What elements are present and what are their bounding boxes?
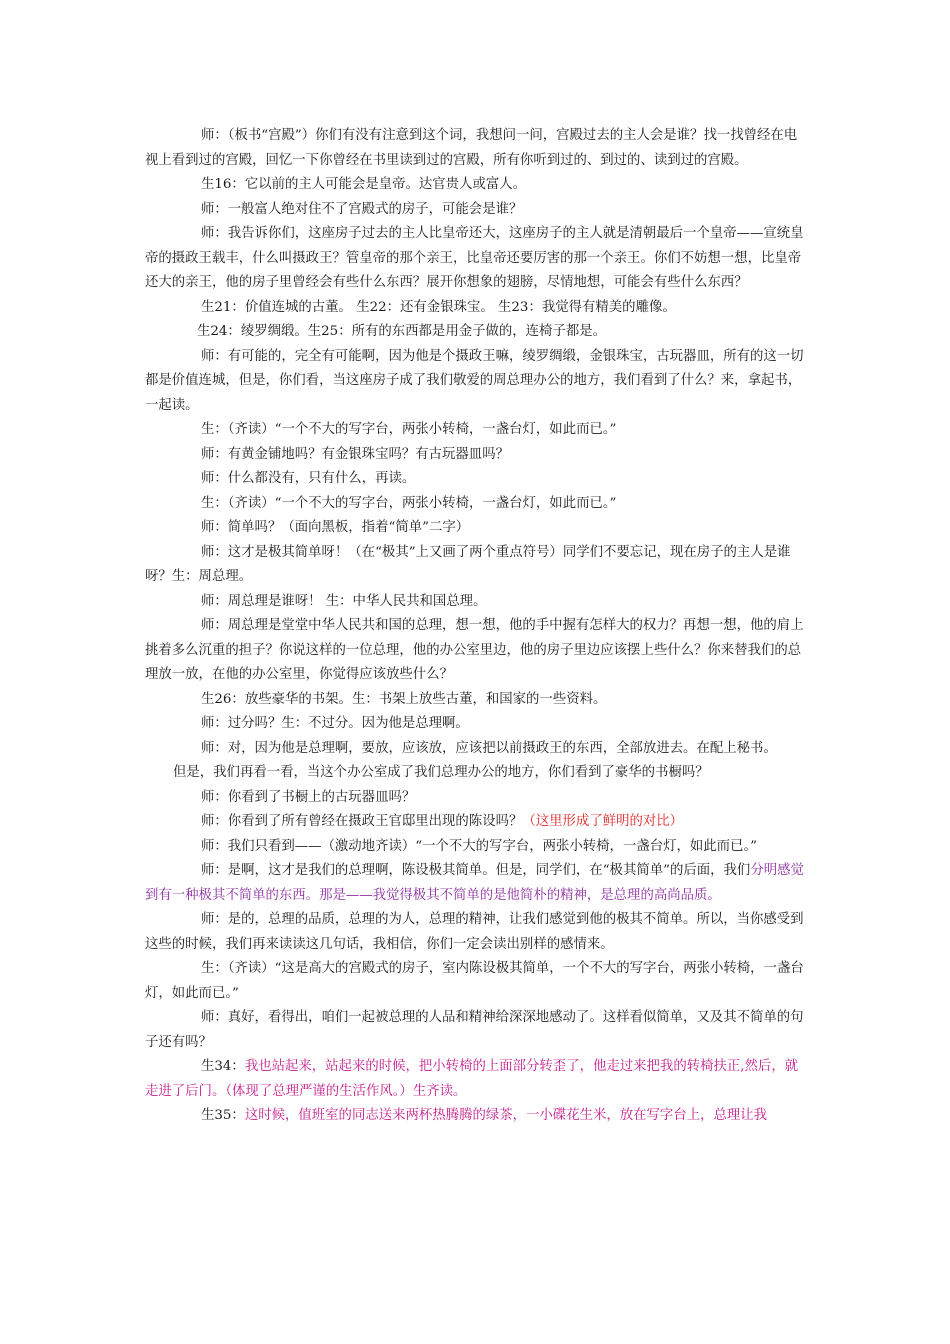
paragraph-8: 生：（齐读）“一个不大的写字台，两张小转椅，一盏台灯，如此而已。” [201, 422, 617, 437]
paragraph-27-read: 生齐读。 [412, 1083, 467, 1099]
paragraph-25: 生：（齐读）“这是高大的宫殿式的房子，室内陈设极其简单，一个不大的写字台，两张小转椅，一盏台灯，如此而已。” [145, 961, 804, 1001]
paragraph-22: 师：我们只看到——（激动地齐读）“一个不大的写字台，两张小转椅，一盏台灯，如此而已。” [201, 838, 758, 854]
paragraph-27-quote: 我也站起来，站起来的时候，把小转椅的上面部分转歪了，他走过来把我的转椅扶正,然后，就走进了后门。（体现了总理严谨的生活作风。） [145, 1059, 799, 1099]
paragraph-15: 师：周总理是堂堂中华人民共和国的总理，想一想，他的手中握有怎样大的权力？再想一想，他的肩上挑着多么沉重的担子？你说这样的一位总理，他的办公室里边，他的房子里边应该摆上些什么？你来替我们的总理放一放，在他的办公室里，你觉得应该放些什么？ [145, 618, 804, 682]
paragraph-1: 师：（板书“宫殿”）你们有没有注意到这个词，我想问一问，宫殿过去的主人会是谁？找一找曾经在电视上看到过的宫殿，回忆一下你曾经在书里读到过的宫殿，所有你听到过的、到过的、读到过的宫殿。 [145, 128, 798, 168]
paragraph-26: 师：真好，看得出，咱们一起被总理的人品和精神给深深地感动了。这样看似简单，又及其不简单的句子还有吗？ [145, 1010, 804, 1050]
paragraph-11: 生：（齐读）“一个不大的写字台，两张小转椅，一盏台灯，如此而已。” [201, 495, 617, 511]
paragraph-23-text: 师：是啊，这才是我们的总理啊，陈设极其简单。但是，同学们，在“极其简单”的后面，我们 [201, 863, 751, 878]
paragraph-6: 生24：绫罗绸缎。生25：所有的东西都是用金子做的，连椅子都是。 [197, 324, 607, 339]
paragraph-3: 师：一般富人绝对住不了宫殿式的房子，可能会是谁？ [201, 201, 523, 217]
paragraph-14: 师：周总理是谁呀！ 生：中华人民共和国总理。 [201, 593, 487, 609]
paragraph-27 [145, 1055, 810, 1104]
contrast-note: （这里形成了鲜明的对比） [522, 814, 684, 829]
paragraph-19: 但是，我们再看一看，当这个办公室成了我们总理办公的地方，你们看到了豪华的书橱吗？ [173, 765, 709, 780]
paragraph-9: 师：有黄金铺地吗？有金银珠宝吗？有古玩器皿吗？ [201, 446, 509, 462]
paragraph-21-text: 师：你看到了所有曾经在摄政王官邸里出现的陈设吗？ [201, 814, 523, 829]
paragraph-18: 师：对，因为他是总理啊，要放，应该放，应该把以前摄政王的东西，全部放进去。在配上秘书。 [201, 740, 777, 756]
paragraph-28 [145, 1104, 810, 1129]
paragraph-24: 师：是的，总理的品质，总理的为人，总理的精神，让我们感觉到他的极其不简单。所以，当你感受到这些的时候，我们再来读读这几句话，我相信，你们一定会读出别样的感情来。 [145, 912, 804, 952]
paragraph-4: 师：我告诉你们，这座房子过去的主人比皇帝还大，这座房子的主人就是清朝最后一个皇帝——宣统皇帝的摄政王载丰，什么叫摄政王？管皇帝的那个亲王，比皇帝还要厉害的那一个亲王。你们不妨想一想，比皇帝还大的亲王，他的房子里曾经会有些什么东西？展开你想象的翅膀，尽情地想，可能会有些什么东西？ [145, 226, 804, 290]
document-body [145, 124, 810, 1129]
paragraph-17: 师：过分吗？生：不过分。因为他是总理啊。 [201, 716, 469, 731]
speaker-34: 生34： [201, 1059, 245, 1074]
paragraph-23-highlight: 分明感觉到有一种极其不简单的东西。那是——我觉得极其不简单的是他简朴的精神，是总理的高尚品质。 [145, 863, 804, 903]
paragraph-23 [145, 859, 810, 908]
paragraph-5: 生21：价值连城的古董。 生22：还有金银珠宝。 生23：我觉得有精美的雕像。 [201, 299, 676, 315]
paragraph-2: 生16：它以前的主人可能会是皇帝。达官贵人或富人。 [201, 177, 527, 192]
paragraph-28-quote: 这时候，值班室的同志送来两杯热腾腾的绿茶，一小碟花生米，放在写字台上，总理让我 [244, 1108, 768, 1123]
paragraph-10: 师：什么都没有，只有什么，再读。 [201, 471, 416, 486]
paragraph-7: 师：有可能的，完全有可能啊，因为他是个摄政王嘛，绫罗绸缎，金银珠宝，古玩器皿，所有的这一切都是价值连城，但是，你们看，当这座房子成了我们敬爱的周总理办公的地方，我们看到了什么？来，拿起书，一起读。 [145, 348, 804, 413]
paragraph-13: 师：这才是极其简单呀！（在“极其”上又画了两个重点符号）同学们不要忘记，现在房子的主人是谁呀？生：周总理。 [145, 544, 791, 584]
paragraph-20: 师：你看到了书橱上的古玩器皿吗？ [201, 789, 416, 805]
paragraph-12: 师：简单吗？（面向黑板，指着“简单”二字） [201, 520, 470, 535]
paragraph-21 [145, 810, 810, 835]
paragraph-16: 生26：放些豪华的书架。生：书架上放些古董，和国家的一些资料。 [201, 691, 607, 707]
speaker-35: 生35： [201, 1108, 245, 1123]
